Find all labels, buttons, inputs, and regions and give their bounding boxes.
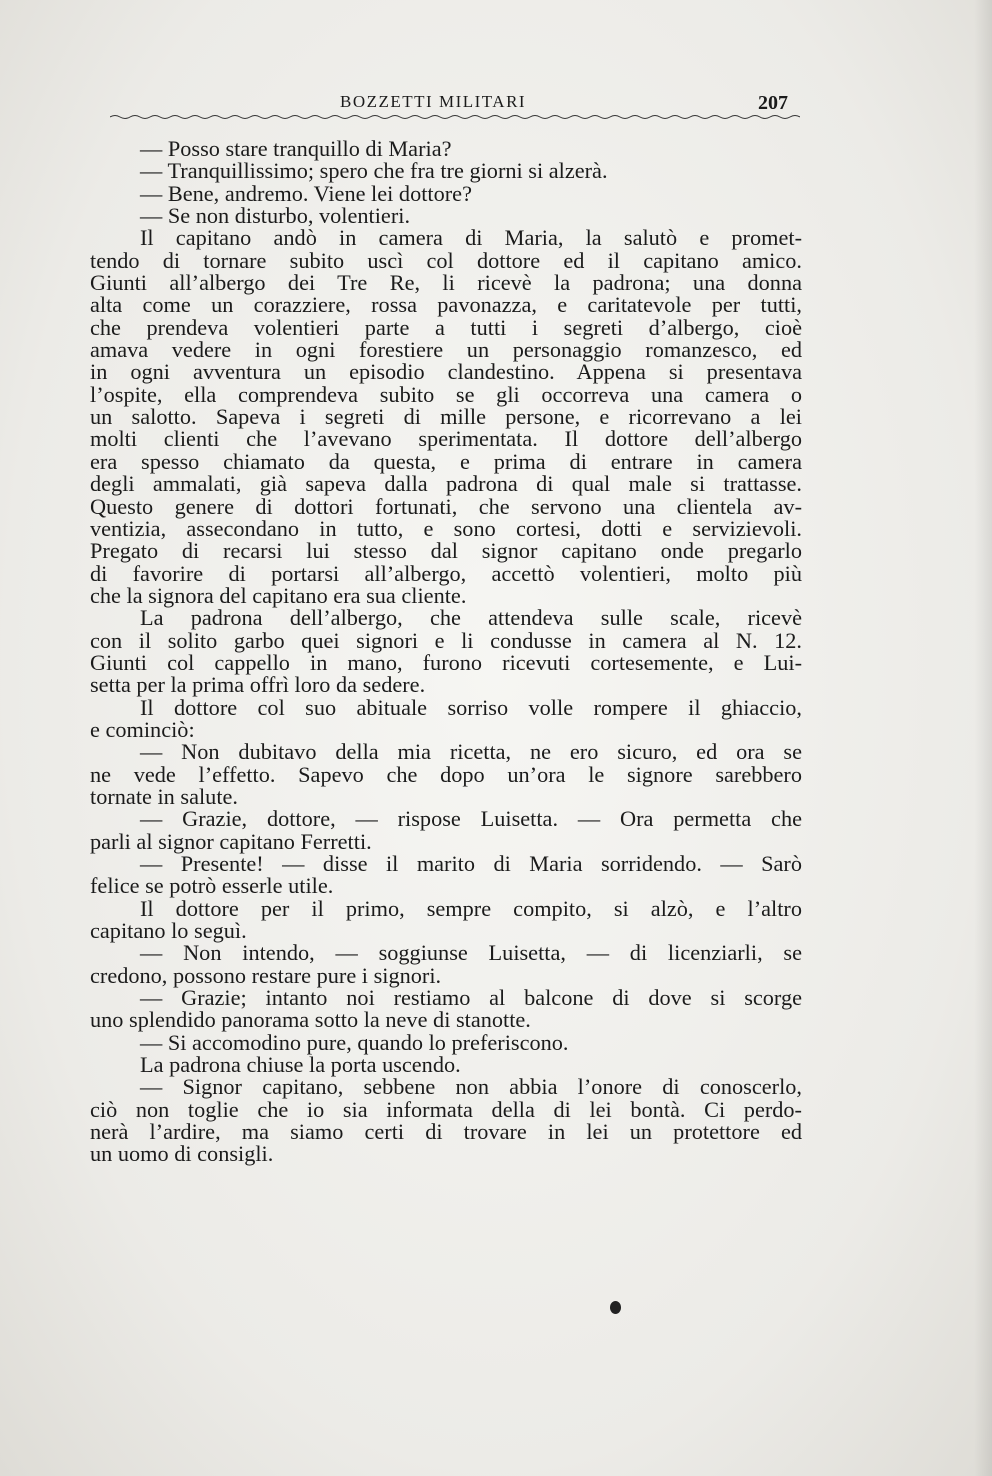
text-line: l’ospite, ella comprendeva subito se gli occorreva una camera o [90,381,802,407]
text-line: degli ammalati, già sapeva dalla padrona di qual male si trattasse. [90,471,802,497]
text-line: nerà l’ardire, ma siamo certi di trovare in lei un protettore ed [90,1119,802,1145]
text-line: Giunti all’albergo dei Tre Re, li ricevè la padrona; una donna [90,270,802,296]
text-line: — Se non disturbo, volentieri. [140,203,411,229]
page-header [110,86,810,116]
text-line: La padrona dell’albergo, che attendeva sulle scale, ricevè [140,605,802,631]
text-line: — Si accomodino pure, quando lo preferiscono. [140,1029,569,1055]
text-line: Il dottore col suo abituale sorriso volle rompere il ghiaccio, [140,694,802,720]
text-line: — Signor capitano, sebbene non abbia l’onore di conoscerlo, [140,1074,802,1100]
text-line: Questo genere di dottori fortunati, che servono una clientela av- [90,493,802,519]
text-line: ne vede l’effetto. Sapevo che dopo un’ora le signore sarebbero [90,761,802,787]
text-line: che la signora del capitano era sua cliente. [90,582,467,608]
text-line: amava vedere in ogni forestiere un personaggio romanzesco, ed [90,337,802,363]
text-line: tendo di tornare subito uscì col dottore ed il capitano amico. [90,247,802,273]
text-line: molti clienti che l’avevano sperimentata. Il dottore dell’albergo [90,426,802,452]
text-line: che prendeva volentieri parte a tutti i segreti d’albergo, cioè [90,314,802,340]
text-line: Giunti col cappello in mano, furono ricevuti cortesemente, e Lui- [90,649,802,675]
text-line: e cominciò: [90,716,195,742]
page-number: 207 [758,92,788,114]
text-line: Il capitano andò in camera di Maria, la salutò e promet- [140,225,802,251]
text-line: — Non intendo, — soggiunse Luisetta, — di licenziarli, se [140,940,802,966]
header-wavy-rule [110,114,800,120]
text-line: — Non dubitavo della mia ricetta, ne ero sicuro, ed ora se [140,739,802,765]
text-line: ciò non toglie che io sia informata della di lei bontà. Ci perdo- [90,1096,802,1122]
text-line: — Grazie, dottore, — rispose Luisetta. — Ora permetta che [140,806,802,832]
page-edge-shadow [974,0,992,1476]
text-line: un salotto. Sapeva i segreti di mille persone, e ricorrevano a lei [90,404,802,430]
text-line: uno splendido panorama sotto la neve di stanotte. [90,1007,531,1033]
text-line: in ogni avventura un episodio clandestino. Appena si presentava [90,359,802,385]
text-line: setta per la prima offrì loro da sedere. [90,672,426,698]
text-line: — Bene, andremo. Viene lei dottore? [140,180,472,206]
text-line: — Tranquillissimo; spero che fra tre giorni si alzerà. [140,158,608,184]
text-line: di favorire di portarsi all’albergo, accettò volentieri, molto più [90,560,802,586]
text-line: Il dottore per il primo, sempre compito, si alzò, e l’altro [140,895,802,921]
text-line: capitano lo seguì. [90,918,247,944]
text-line: — Posso stare tranquillo di Maria? [140,136,452,161]
text-line: — Presente! — disse il marito di Maria sorridendo. — Sarò [140,851,802,876]
running-title: BOZZETTI MILITARI [340,92,527,111]
text-line: alta come un corazziere, rossa pavonazza, e caritatevole per tutti, [90,292,802,318]
text-line: — Grazie; intanto noi restiamo al balcone di dove si scorge [140,985,802,1011]
text-line: Pregato di recarsi lui stesso dal signor capitano onde pregarlo [90,538,802,564]
text-line: era spesso chiamato da questa, e prima di entrare in camera [90,448,802,474]
body-text [90,138,802,1166]
text-line: con il solito garbo quei signori e li condusse in camera al N. 12. [90,627,802,653]
text-line: tornate in salute. [90,783,238,809]
text-line: ventizia, assecondano in tutto, e sono cortesi, dotti e servizievoli. [90,515,802,541]
text-line: credono, possono restare pure i signori. [90,962,442,988]
text-line: La padrona chiuse la porta uscendo. [140,1052,461,1078]
text-line: un uomo di consigli. [90,1141,274,1167]
ink-dot-ornament [609,1300,622,1315]
text-line: felice se potrò esserle utile. [90,873,334,899]
text-line: parli al signor capitano Ferretti. [90,828,372,854]
